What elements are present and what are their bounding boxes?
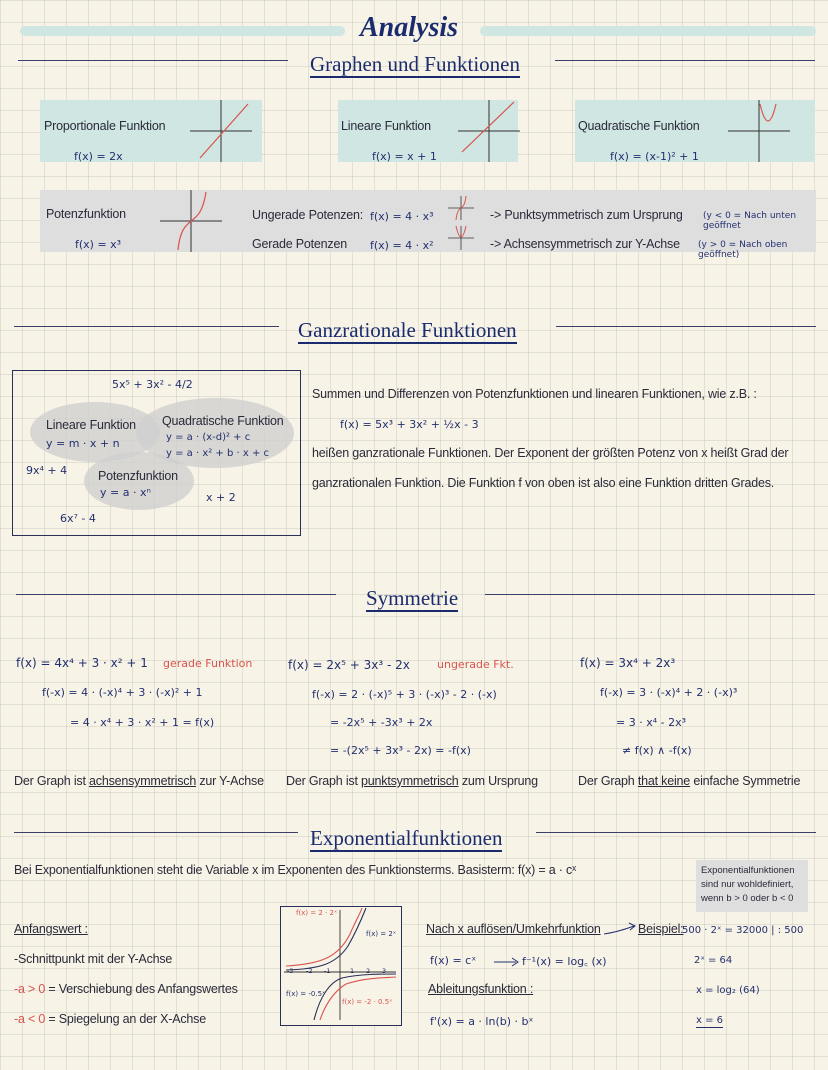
exp-nach-1: f(x) = cˣ <box>430 954 477 967</box>
sym1-line2: f(-x) = 4 · (-x)⁴ + 3 · (-x)² + 1 <box>42 686 203 699</box>
page-title: Analysis <box>360 12 459 43</box>
header-highlight-left <box>20 26 345 36</box>
exp-bsp-3: x = log₂ (64) <box>696 985 760 996</box>
pot-graph <box>160 190 224 252</box>
ungerade-note: (y < 0 = Nach unten geöffnet <box>703 211 797 231</box>
gerade-formula: f(x) = 4 · x² <box>370 239 434 252</box>
ganz-text-3: heißen ganzrationale Funktionen. Der Exponent der größten Potenz von x heißt Grad der <box>312 446 789 460</box>
sym3-f: f(x) = 3x⁴ + 2x³ <box>580 656 676 670</box>
gerade-note: (y > 0 = Nach oben geöffnet) <box>698 240 788 260</box>
exp-anf-2: -a > 0 = Verschiebung des Anfangswertes <box>14 982 238 996</box>
exp-arrow <box>494 958 520 966</box>
sym3-conclusion: Der Graph that keine einfache Symmetrie <box>578 774 801 788</box>
divider-ganz-left <box>14 326 279 327</box>
lin-formula: f(x) = x + 1 <box>372 150 437 163</box>
prop-formula: f(x) = 2x <box>74 150 123 163</box>
lin-graph <box>458 100 522 162</box>
header-highlight-right <box>480 26 816 36</box>
exp-graph-label-2: f(x) = 2ˣ <box>366 930 396 938</box>
exp-bsp-4: x = 6 <box>696 1015 724 1026</box>
sym3-line2: f(-x) = 3 · (-x)⁴ + 2 · (-x)³ <box>600 686 738 699</box>
exp-note: Exponentialfunktionen sind nur wohldefiniert, wenn b > 0 oder b < 0 <box>701 865 795 904</box>
venn-quad-formula-1: y = a · (x-d)² + c <box>166 432 251 443</box>
exp-graph-tick-1: -3 <box>287 967 294 975</box>
venn-left-example: 9x⁴ + 4 <box>26 464 68 477</box>
exp-graph-label-3: f(x) = -0.5ˣ <box>286 990 326 998</box>
section-title-sym: Symmetrie <box>366 586 459 610</box>
exp-graph-tick-3: -1 <box>324 967 331 975</box>
exp-nach-2: f⁻¹(x) = log꜀ (x) <box>522 955 607 968</box>
venn-bottom-example: 6x⁷ - 4 <box>60 512 96 525</box>
section-title-ganz: Ganzrationale Funktionen <box>298 318 517 342</box>
sym2-tag: ungerade Fkt. <box>437 658 514 671</box>
venn-pot-name: Potenzfunktion <box>98 469 178 483</box>
exp-graph-tick-2: -2 <box>306 967 313 975</box>
sym2-f: f(x) = 2x⁵ + 3x³ - 2x <box>288 658 410 672</box>
venn-lin-name: Lineare Funktion <box>46 418 136 432</box>
sym2-conclusion: Der Graph ist punktsymmetrisch zum Ursprung <box>286 774 538 788</box>
exp-graph-label-1: f(x) = 2 · 2ˣ <box>296 909 338 917</box>
exp-graph-tick-5: 2 <box>366 967 371 975</box>
ungerade-label: Ungerade Potenzen: <box>252 208 364 222</box>
section-title-exp: Exponentialfunktionen <box>310 826 503 850</box>
exp-anf-3: -a < 0 = Spiegelung an der X-Achse <box>14 1012 206 1026</box>
ganz-text-4: ganzrationalen Funktion. Die Funktion f von oben ist also eine Funktion dritten Grades. <box>312 476 775 490</box>
ungerade-desc: -> Punktsymmetrisch zum Ursprung <box>490 208 683 222</box>
venn-quad-name: Quadratische Funktion <box>162 414 284 428</box>
divider-graphen-right <box>555 60 815 61</box>
ganz-text-2: f(x) = 5x³ + 3x² + ½x - 3 <box>340 418 479 431</box>
venn-right-example: x + 2 <box>206 491 236 504</box>
exp-ableitung: Ableitungsfunktion : <box>428 982 534 996</box>
divider-sym-left <box>16 594 336 595</box>
ungerade-mini-graph <box>448 196 474 220</box>
section-title-graphen: Graphen und Funktionen <box>310 52 520 76</box>
ungerade-formula: f(x) = 4 · x³ <box>370 210 434 223</box>
divider-graphen-left <box>18 60 288 61</box>
exp-bsp-2: 2ˣ = 64 <box>694 955 733 966</box>
pot-formula: f(x) = x³ <box>75 238 122 251</box>
quad-graph <box>728 100 792 162</box>
sym3-line3: = 3 · x⁴ - 2x³ <box>616 716 687 729</box>
sym1-line3: = 4 · x⁴ + 3 · x² + 1 = f(x) <box>70 716 215 729</box>
exp-bsp-1: 500 · 2ˣ = 32000 | : 500 <box>682 925 804 936</box>
sym3-line4: ≠ f(x) ∧ -f(x) <box>622 744 692 757</box>
sym1-tag: gerade Funktion <box>163 657 253 670</box>
venn-top: 5x⁵ + 3x² - 4/2 <box>112 378 193 391</box>
sym1-f: f(x) = 4x⁴ + 3 · x² + 1 <box>16 656 148 670</box>
exp-anf-1: -Schnittpunkt mit der Y-Achse <box>14 952 173 966</box>
venn-lin-formula: y = m · x + n <box>46 437 120 450</box>
divider-sym-right <box>485 594 815 595</box>
exp-graph <box>280 906 400 1024</box>
lin-name: Lineare Funktion <box>341 119 431 133</box>
exp-ableitung-1: f'(x) = a · ln(b) · bˣ <box>430 1015 534 1028</box>
sym1-conclusion: Der Graph ist achsensymmetrisch zur Y-Achse <box>14 774 264 788</box>
prop-name: Proportionale Funktion <box>44 119 166 133</box>
exp-intro: Bei Exponentialfunktionen steht die Variable x im Exponenten des Funktionsterms. Basisterm: f(x) = a · cˣ <box>14 863 576 877</box>
gerade-label: Gerade Potenzen <box>252 237 347 251</box>
venn-quad-formula-2: y = a · x² + b · x + c <box>166 448 270 459</box>
divider-ganz-right <box>556 326 816 327</box>
exp-graph-label-4: f(x) = -2 · 0.5ˣ <box>342 998 393 1006</box>
sym2-line3: = -2x⁵ + -3x³ + 2x <box>330 716 433 729</box>
exp-nach: Nach x auflösen/Umkehrfunktion <box>426 922 601 936</box>
divider-exp-right <box>536 832 816 833</box>
exp-beispiel: Beispiel: <box>638 922 684 936</box>
exp-graph-tick-4: 1 <box>350 967 355 975</box>
prop-graph <box>190 100 254 162</box>
gerade-mini-graph <box>448 226 474 250</box>
exp-anfangswert: Anfangswert : <box>14 922 88 936</box>
ganz-text-1: Summen und Differenzen von Potenzfunktionen und linearen Funktionen, wie z.B. : <box>312 387 757 401</box>
quad-name: Quadratische Funktion <box>578 119 700 133</box>
gerade-desc: -> Achsensymmetrisch zur Y-Achse <box>490 237 680 251</box>
exp-bsp-arrow <box>604 922 638 936</box>
pot-name: Potenzfunktion <box>46 207 126 221</box>
venn-pot-formula: y = a · xⁿ <box>100 486 151 499</box>
exp-graph-tick-6: 3 <box>382 967 387 975</box>
sym2-line2: f(-x) = 2 · (-x)⁵ + 3 · (-x)³ - 2 · (-x) <box>312 688 497 701</box>
divider-exp-left <box>14 832 298 833</box>
quad-formula: f(x) = (x-1)² + 1 <box>610 150 699 163</box>
sym2-line4: = -(2x⁵ + 3x³ - 2x) = -f(x) <box>330 744 471 757</box>
